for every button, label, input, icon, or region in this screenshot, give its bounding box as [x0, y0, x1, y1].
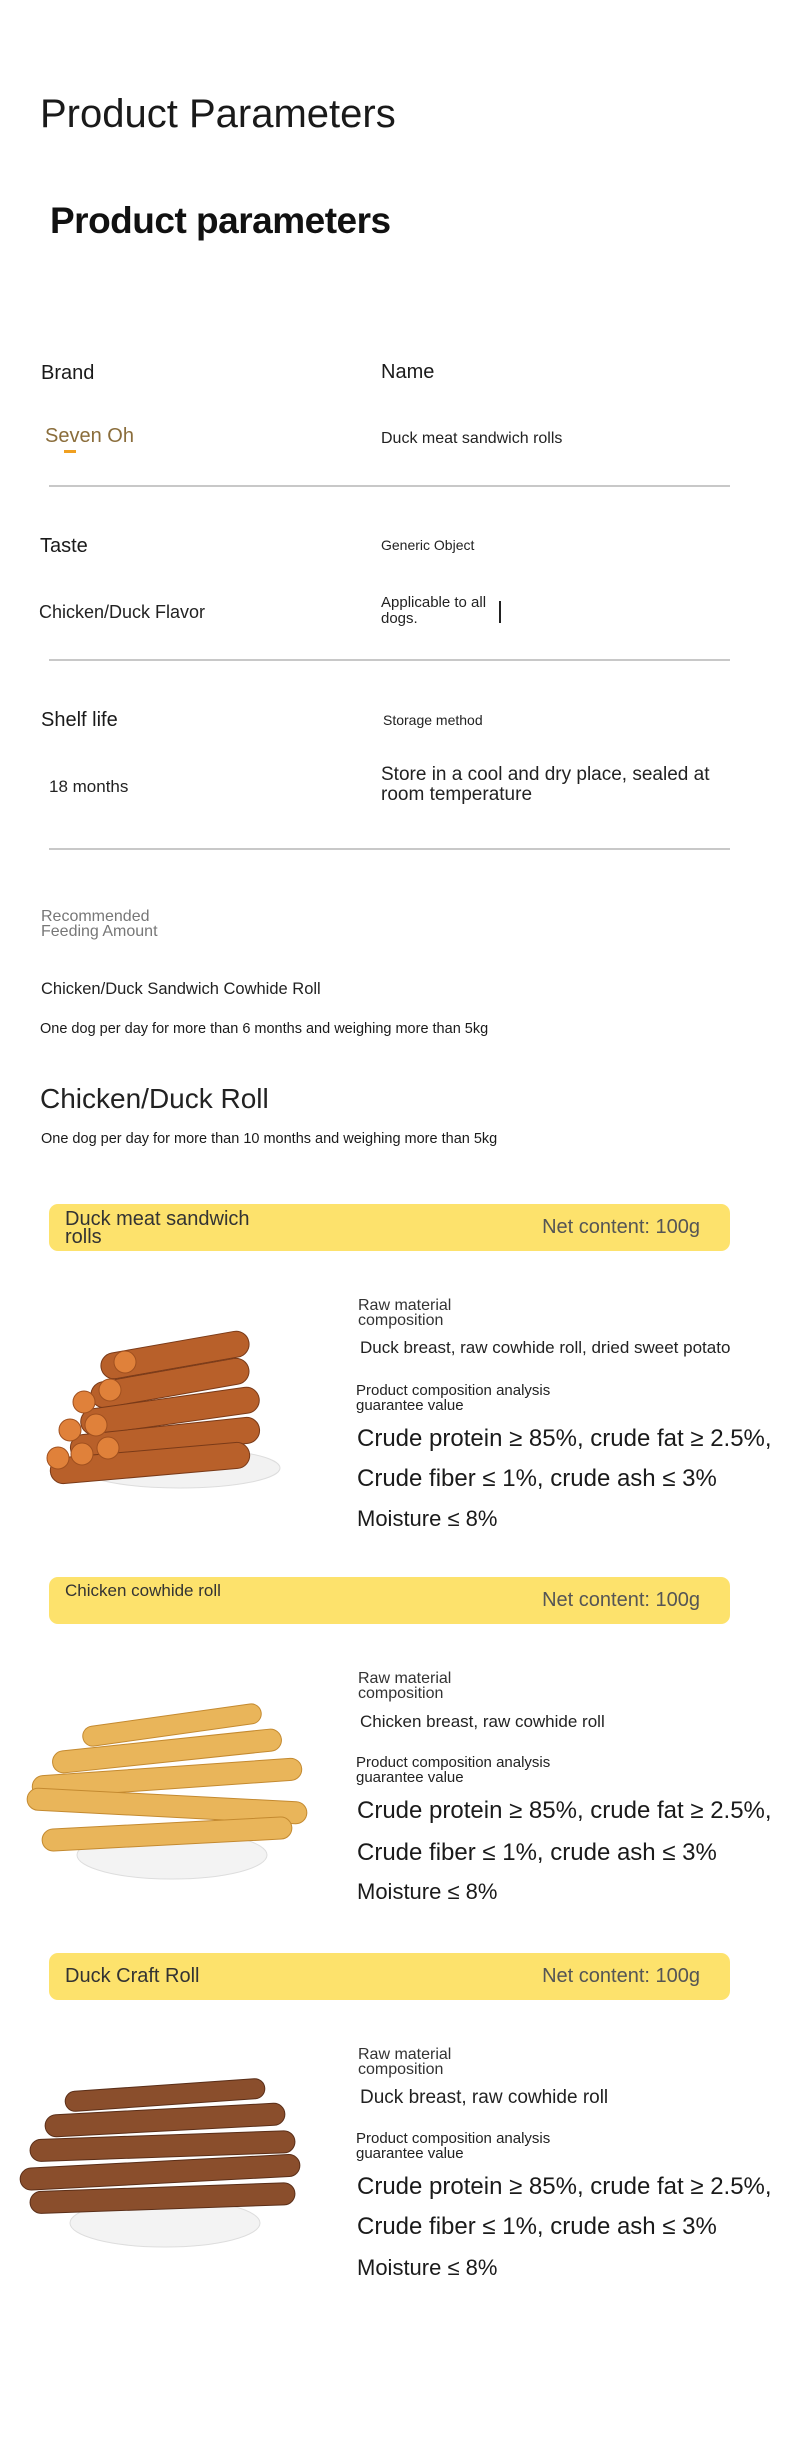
raw-material-value: Chicken breast, raw cowhide roll [360, 1712, 605, 1731]
generic-object-value: Applicable to all dogs. [381, 594, 487, 627]
product-image-duck-sandwich-rolls [40, 1330, 320, 1500]
product-header-bar [49, 1204, 730, 1251]
taste-label: Taste [40, 535, 88, 557]
analysis-label: Product composition analysis guarantee value [356, 1382, 551, 1414]
name-label: Name [381, 361, 435, 383]
analysis-line: Crude fiber ≤ 1%, crude ash ≤ 3% [357, 2213, 717, 2240]
analysis-label: Product composition analysis guarantee value [356, 2130, 551, 2162]
analysis-line: Crude fiber ≤ 1%, crude ash ≤ 3% [357, 1839, 717, 1866]
shelf-life-value: 18 months [49, 777, 129, 796]
storage-method-value: Store in a cool and dry place, sealed at room temperature [381, 764, 710, 805]
raw-material-value: Duck breast, raw cowhide roll [360, 2087, 609, 2108]
product-image-duck-craft-roll [15, 2073, 315, 2253]
product-card [0, 1953, 790, 2323]
analysis-line: Crude protein ≥ 85%, crude fat ≥ 2.5%, [357, 1425, 772, 1452]
product-image-chicken-cowhide-roll [22, 1695, 322, 1885]
name-value: Duck meat sandwich rolls [381, 430, 563, 447]
analysis-line: Moisture ≤ 8% [357, 1506, 498, 1531]
divider [49, 659, 730, 661]
product-card [0, 1577, 790, 1947]
net-content: Net content: 100g [542, 1965, 700, 1987]
text-cursor [499, 601, 501, 623]
analysis-line: Crude protein ≥ 85%, crude fat ≥ 2.5%, [357, 1797, 772, 1824]
raw-material-label: Raw material composition [358, 2046, 452, 2078]
analysis-line: Moisture ≤ 8% [357, 2255, 498, 2280]
divider [49, 485, 730, 487]
feeding-item-name: Chicken/Duck Roll [40, 1083, 269, 1114]
brand-value: Seven Oh [45, 425, 134, 447]
raw-material-label: Raw material composition [358, 1297, 452, 1329]
product-header-bar [49, 1953, 730, 2000]
raw-material-label: Raw material composition [358, 1670, 452, 1702]
feeding-item-desc: One dog per day for more than 6 months and weighing more than 5kg [40, 1021, 489, 1037]
net-content: Net content: 100g [542, 1216, 700, 1238]
generic-object-label: Generic Object [381, 537, 475, 553]
brand-accent-mark [64, 450, 76, 453]
shelf-life-label: Shelf life [41, 709, 118, 731]
product-card [0, 1204, 790, 1574]
product-header-bar [49, 1577, 730, 1624]
section-title: Product parameters [50, 200, 391, 241]
raw-material-value: Duck breast, raw cowhide roll, dried sweet potato [360, 1338, 731, 1357]
page-title: Product Parameters [40, 92, 396, 136]
storage-method-label: Storage method [383, 712, 483, 728]
feeding-title: Recommended Feeding Amount [41, 908, 158, 940]
feeding-item-desc: One dog per day for more than 10 months and weighing more than 5kg [41, 1131, 498, 1147]
brand-label: Brand [41, 362, 95, 384]
divider [49, 848, 730, 850]
analysis-line: Crude fiber ≤ 1%, crude ash ≤ 3% [357, 1465, 717, 1492]
analysis-line: Moisture ≤ 8% [357, 1879, 498, 1904]
feeding-item-name: Chicken/Duck Sandwich Cowhide Roll [41, 980, 321, 998]
net-content: Net content: 100g [542, 1589, 700, 1611]
product-name: Duck meat sandwich rolls [65, 1208, 250, 1248]
taste-value: Chicken/Duck Flavor [39, 602, 206, 622]
analysis-line: Crude protein ≥ 85%, crude fat ≥ 2.5%, [357, 2173, 772, 2200]
product-name: Chicken cowhide roll [65, 1581, 221, 1600]
product-name: Duck Craft Roll [65, 1965, 200, 1987]
analysis-label: Product composition analysis guarantee value [356, 1754, 551, 1786]
